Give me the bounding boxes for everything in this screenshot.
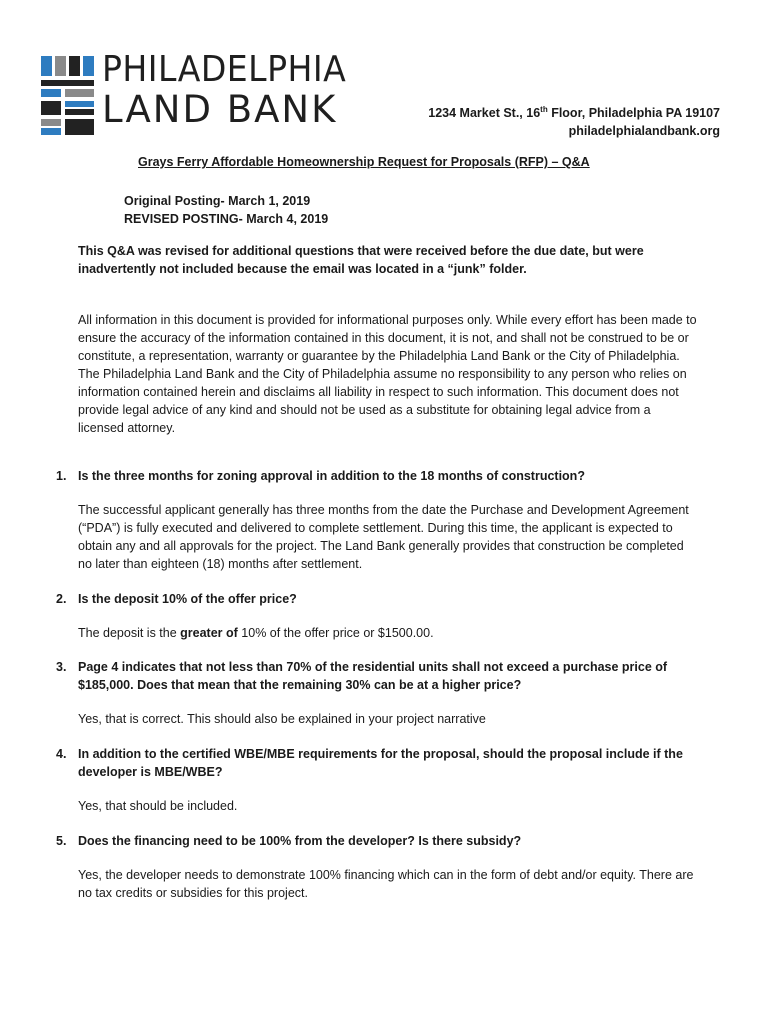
original-posting: Original Posting- March 1, 2019 [124,194,311,208]
qa-answer: The deposit is the greater of 10% of the offer price or $1500.00. [78,626,434,640]
qa-answer: Yes, that should be included. [78,799,238,813]
qa-answer: Yes, the developer needs to demonstrate 100% financing which can in the form of debt and/or equity. There are no tax credits or subsidies for this project. [78,868,694,900]
qa-answer: The successful applicant generally has three months from the date the Purchase and Development Agreement (“PDA”) is fully executed and delivered to complete settlement. During this time, the applicant is expected to obtain any and all approvals for the project. The Land Bank generally provides that construction be completed no later than eighteen (18) months after settlement. [78,503,689,571]
posting-dates [124,192,328,228]
qa-number: 1. [56,469,67,483]
qa-item-5 [56,832,696,902]
qa-item-2 [56,590,696,642]
logo-line-land-bank: LAND BANK [102,88,338,131]
document-title: Grays Ferry Affordable Homeownership Request for Proposals (RFP) – Q&A [138,155,590,169]
website-link[interactable]: philadelphialandbank.org [568,124,720,138]
qa-answer: Yes, that is correct. This should also be explained in your project narrative [78,712,486,726]
logo-wordmark [102,49,367,131]
qa-item-1 [56,467,696,573]
qa-item-4 [56,745,696,815]
qa-question: Does the financing need to be 100% from the developer? Is there subsidy? [78,834,522,848]
qa-number: 2. [56,592,67,606]
address-block [428,104,720,140]
qa-item-3 [56,658,696,728]
qa-number: 5. [56,834,67,848]
revised-posting: REVISED POSTING- March 4, 2019 [124,212,329,226]
qa-question: Is the three months for zoning approval in addition to the 18 months of construction? [78,469,585,483]
qa-question: In addition to the certified WBE/MBE requirements for the proposal, should the proposal include if the developer is MBE/WBE? [78,747,683,779]
qa-number: 3. [56,660,67,674]
disclaimer-paragraph: All information in this document is provided for informational purposes only. While every effort has been made to ensure the accuracy of the information contained in this document, it is not, and shall not be construed to be or constitute, a representation, warranty or guarantee by the Philadelphia Land Bank or the City of Philadelphia. The Philadelphia Land Bank and the City of Philadelphia assume no responsibility to any person who relies on information contained herein and disclaims all liability in respect to such information. This document does not provide legal advice of any kind and should not be used as a substitute for obtaining legal advice from a licensed attorney. [78,313,697,435]
land-bank-logo-icon [41,56,95,136]
logo-line-philadelphia: PHILADELPHIA [102,49,347,90]
qa-question: Page 4 indicates that not less than 70% of the residential units shall not exceed a purchase price of $185,000. Does that mean that the remaining 30% can be at a higher price? [78,660,668,692]
street-address: 1234 Market St., 16th Floor, Philadelphia PA 19107 [428,104,720,120]
revised-note: This Q&A was revised for additional questions that were received before the due date, but were inadvertently not included because the email was located in a “junk” folder. [78,244,644,276]
qa-question: Is the deposit 10% of the offer price? [78,592,297,606]
qa-number: 4. [56,747,67,761]
